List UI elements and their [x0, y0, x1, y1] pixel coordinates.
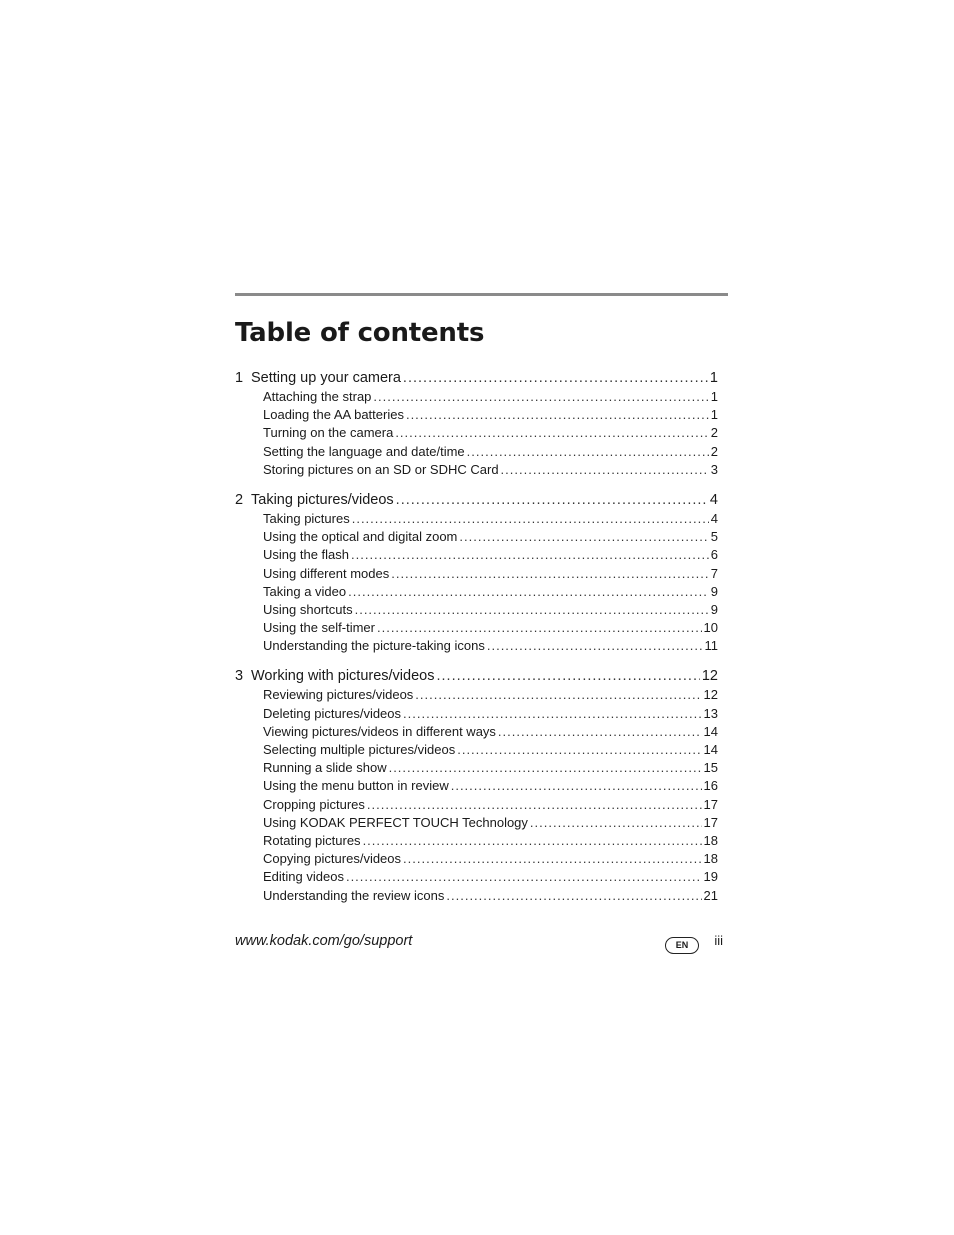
dot-leader	[415, 686, 701, 704]
dot-leader	[348, 583, 709, 601]
entry-page: 18	[703, 832, 718, 848]
dot-leader	[373, 388, 708, 406]
entry-label: Loading the AA batteries	[263, 407, 404, 423]
toc-entry[interactable]	[235, 619, 718, 637]
toc-entry[interactable]	[235, 461, 718, 479]
dot-leader	[403, 368, 708, 388]
header-rule	[235, 293, 728, 296]
toc-chapter-entry[interactable]	[235, 666, 718, 686]
entry-page: 4	[710, 510, 718, 526]
toc-entry[interactable]	[235, 832, 718, 850]
toc-entry[interactable]	[235, 705, 718, 723]
entry-label: Using the flash	[263, 547, 349, 563]
entry-page: 18	[703, 851, 718, 867]
toc-entry[interactable]	[235, 601, 718, 619]
toc-entry[interactable]	[235, 887, 718, 905]
toc-entry[interactable]	[235, 424, 718, 442]
dot-leader	[530, 814, 702, 832]
entry-page: 12	[703, 687, 718, 703]
entry-page: 17	[703, 814, 718, 830]
toc-entry[interactable]	[235, 388, 718, 406]
entry-label: Selecting multiple pictures/videos	[263, 742, 456, 757]
toc-entry[interactable]	[235, 777, 718, 795]
dot-leader	[501, 461, 709, 479]
entry-page: 10	[703, 620, 718, 636]
entry-label: Understanding the review icons	[263, 887, 445, 903]
entry-page: 3	[710, 461, 718, 477]
entry-label: Editing videos	[263, 869, 344, 885]
entry-page: 21	[703, 887, 718, 903]
page-footer	[235, 933, 723, 953]
dot-leader	[396, 490, 708, 510]
entry-label: Using KODAK PERFECT TOUCH Technology	[263, 814, 528, 830]
support-url[interactable]: www.kodak.com/go/support	[235, 933, 413, 949]
dot-leader	[436, 666, 699, 686]
toc-entry[interactable]	[235, 406, 718, 424]
entry-label: Storing pictures on an SD or SDHC Card	[263, 461, 499, 477]
entry-page: 7	[710, 565, 718, 581]
toc-chapter-entry[interactable]	[235, 490, 718, 510]
toc-entry[interactable]	[235, 741, 718, 759]
entry-label: Using the menu button in review	[263, 778, 449, 794]
entry-label: Reviewing pictures/videos	[263, 687, 414, 703]
entry-label: Deleting pictures/videos	[263, 705, 402, 721]
entry-page: 16	[703, 778, 718, 794]
dot-leader	[457, 741, 701, 759]
dot-leader	[391, 565, 709, 583]
entry-page: 9	[710, 583, 718, 599]
toc-entry[interactable]	[235, 814, 718, 832]
dot-leader	[446, 887, 701, 905]
chapter-number: 1	[235, 370, 244, 386]
toc-entry[interactable]	[235, 796, 718, 814]
dot-leader	[363, 832, 702, 850]
toc-page	[235, 293, 728, 916]
dot-leader	[355, 601, 709, 619]
entry-label: Taking a video	[263, 583, 347, 599]
chapter-page: 4	[709, 491, 718, 508]
entry-page: 15	[703, 760, 718, 776]
entry-page: 2	[710, 443, 718, 459]
toc-chapter	[235, 666, 718, 904]
dot-leader	[403, 705, 702, 723]
entry-label: Understanding the picture-taking icons	[263, 638, 485, 654]
dot-leader	[346, 868, 702, 886]
dot-leader	[389, 759, 702, 777]
toc-chapter	[235, 368, 718, 479]
toc-list	[235, 368, 718, 905]
entry-page: 14	[703, 723, 718, 739]
dot-leader	[459, 528, 708, 546]
chapter-label: 2 Taking pictures/videos	[235, 491, 394, 508]
toc-entry[interactable]	[235, 759, 718, 777]
chapter-page: 12	[701, 668, 718, 685]
toc-chapter	[235, 490, 718, 656]
chapter-number: 2	[235, 491, 244, 508]
toc-entry[interactable]	[235, 686, 718, 704]
entry-page: 11	[704, 638, 718, 654]
entry-label: Using the optical and digital zoom	[263, 529, 458, 545]
entry-page: 14	[703, 742, 718, 757]
chapter-label: 3 Working with pictures/videos	[235, 668, 435, 685]
entry-label: Taking pictures	[263, 510, 350, 526]
entry-label: Rotating pictures	[263, 832, 361, 848]
toc-entry[interactable]	[235, 528, 718, 546]
dot-leader	[395, 424, 708, 442]
toc-entry[interactable]	[235, 565, 718, 583]
page-number: iii	[714, 933, 723, 948]
entry-page: 5	[710, 529, 718, 545]
dot-leader	[467, 443, 709, 461]
toc-entry[interactable]	[235, 850, 718, 868]
dot-leader	[498, 723, 702, 741]
entry-label: Turning on the camera	[263, 425, 394, 441]
dot-leader	[352, 510, 709, 528]
entry-label: Using the self-timer	[263, 620, 375, 636]
entry-label: Using shortcuts	[263, 601, 353, 617]
entry-page: 1	[710, 389, 718, 404]
toc-entry[interactable]	[235, 443, 718, 461]
entry-label: Copying pictures/videos	[263, 851, 402, 867]
entry-label: Setting the language and date/time	[263, 443, 465, 459]
toc-entry[interactable]	[235, 546, 718, 564]
dot-leader	[403, 850, 702, 868]
entry-page: 1	[710, 407, 718, 423]
page-title: Table of contents	[235, 318, 485, 348]
entry-label: Running a slide show	[263, 760, 387, 776]
entry-label: Using different modes	[263, 565, 390, 581]
entry-label: Cropping pictures	[263, 796, 365, 812]
toc-entry[interactable]	[235, 637, 718, 655]
dot-leader	[367, 796, 702, 814]
toc-entry[interactable]	[235, 583, 718, 601]
dot-leader	[487, 637, 703, 655]
dot-leader	[406, 406, 709, 424]
language-badge: EN	[665, 937, 699, 954]
entry-label: Viewing pictures/videos in different ways	[263, 723, 496, 739]
entry-page: 6	[710, 547, 718, 563]
chapter-page: 1	[709, 370, 718, 386]
toc-entry[interactable]	[235, 723, 718, 741]
dot-leader	[377, 619, 702, 637]
entry-page: 9	[710, 601, 718, 617]
chapter-label: 1 Setting up your camera	[235, 370, 401, 386]
toc-entry[interactable]	[235, 510, 718, 528]
toc-chapter-entry[interactable]	[235, 368, 718, 388]
dot-leader	[451, 777, 702, 795]
entry-page: 17	[703, 796, 718, 812]
dot-leader	[351, 546, 709, 564]
toc-entry[interactable]	[235, 868, 718, 886]
entry-page: 13	[703, 705, 718, 721]
chapter-number: 3	[235, 668, 244, 685]
entry-page: 2	[710, 425, 718, 441]
entry-label: Attaching the strap	[263, 389, 372, 404]
entry-page: 19	[703, 869, 718, 885]
